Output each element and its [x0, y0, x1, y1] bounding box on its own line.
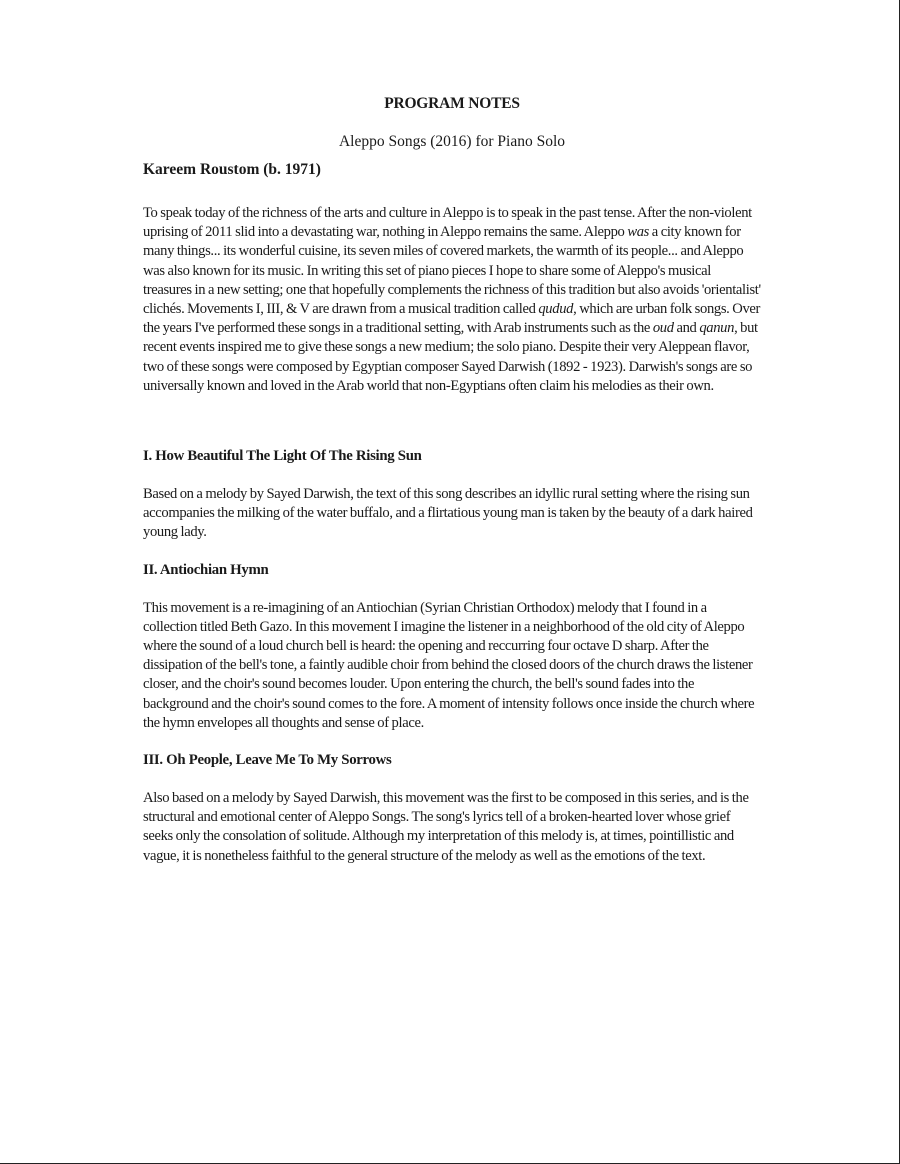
intro-emphasis-was: was [627, 224, 649, 241]
page-title: PROGRAM NOTES [384, 95, 520, 112]
intro-text: a city known for many things... its wonderful cuisine, its seven miles of covered markets, the warmth of its people... and Aleppo was also known for its music. In writing this set of piano pieces I hope to share some of Aleppo's musical treasures in a new setting; one that hopefully complements the richness of this tradition but also avoids 'orientalist' clichés. Movements I, III, & V are drawn from a musical tradition called [143, 224, 761, 318]
intro-term-oud: oud [652, 320, 674, 337]
intro-text: , which are urban folk songs. Over the years I've performed these songs in a traditional setting, with Arab instruments such as the [143, 301, 761, 337]
section-heading-2: II. Antiochian Hymn [143, 561, 269, 578]
section-text-1: Based on a melody by Sayed Darwish, the text of this song describes an idyllic rural setting where the rising sun accompanies the milking of the water buffalo, and a flirtatious young man is taken by the beauty of a dark haired young lady. [143, 486, 753, 541]
intro-paragraph [143, 204, 761, 396]
intro-text: and [673, 320, 700, 337]
section-text-3: Also based on a melody by Sayed Darwish, this movement was the first to be composed in this series, and is the structural and emotional center of Aleppo Songs. The song's lyrics tell of a broken-hearted lover whose grief seeks only the consolation of solitude. Although my interpretation of this melody is, at times, pointillistic and vague, it is nonetheless faithful to the general structure of the melody as well as the emotions of the text. [143, 790, 749, 864]
composer-name: Kareem Roustom (b. 1971) [143, 161, 321, 178]
program-notes-content [143, 95, 761, 885]
intro-term-qudud: qudud [538, 301, 574, 318]
section-heading-3: III. Oh People, Leave Me To My Sorrows [143, 752, 392, 769]
section-text-2: This movement is a re-imagining of an Antiochian (Syrian Christian Orthodox) melody that I found in a collection titled Beth Gazo. In this movement I imagine the listener in a neighborhood of the old city of Aleppo where the sound of a loud church bell is heard: the opening and reccurring four octave D sharp. After the dissipation of the bell's tone, a faintly audible choir from behind the closed doors of the church draws the listener closer, and the choir's sound becomes louder. Upon entering the church, the bell's sound fades into the background and the choir's sound comes to the fore. A moment of intensity follows once inside the church where the hymn envelopes all thoughts and sense of place. [143, 599, 755, 731]
section-heading-1: I. How Beautiful The Light Of The Rising Sun [143, 448, 422, 465]
intro-text: To speak today of the richness of the arts and culture in Aleppo is to speak in the past tense. After the non-violent uprising of 2011 slid into a devastating war, nothing in Aleppo remains the same. Aleppo [143, 205, 752, 241]
intro-text: , but recent events inspired me to give these songs a new medium; the solo piano. Despite their very Aleppean flavor, two of these songs were composed by Egyptian composer Sayed Darwish (1892 - 1923). Darwish's songs are so universally known and loved in the Arab world that non-Egyptians often claim his melodies as their own. [143, 320, 758, 394]
intro-term-qanun: qanun [699, 320, 735, 337]
work-title: Aleppo Songs (2016) for Piano Solo [338, 133, 566, 150]
